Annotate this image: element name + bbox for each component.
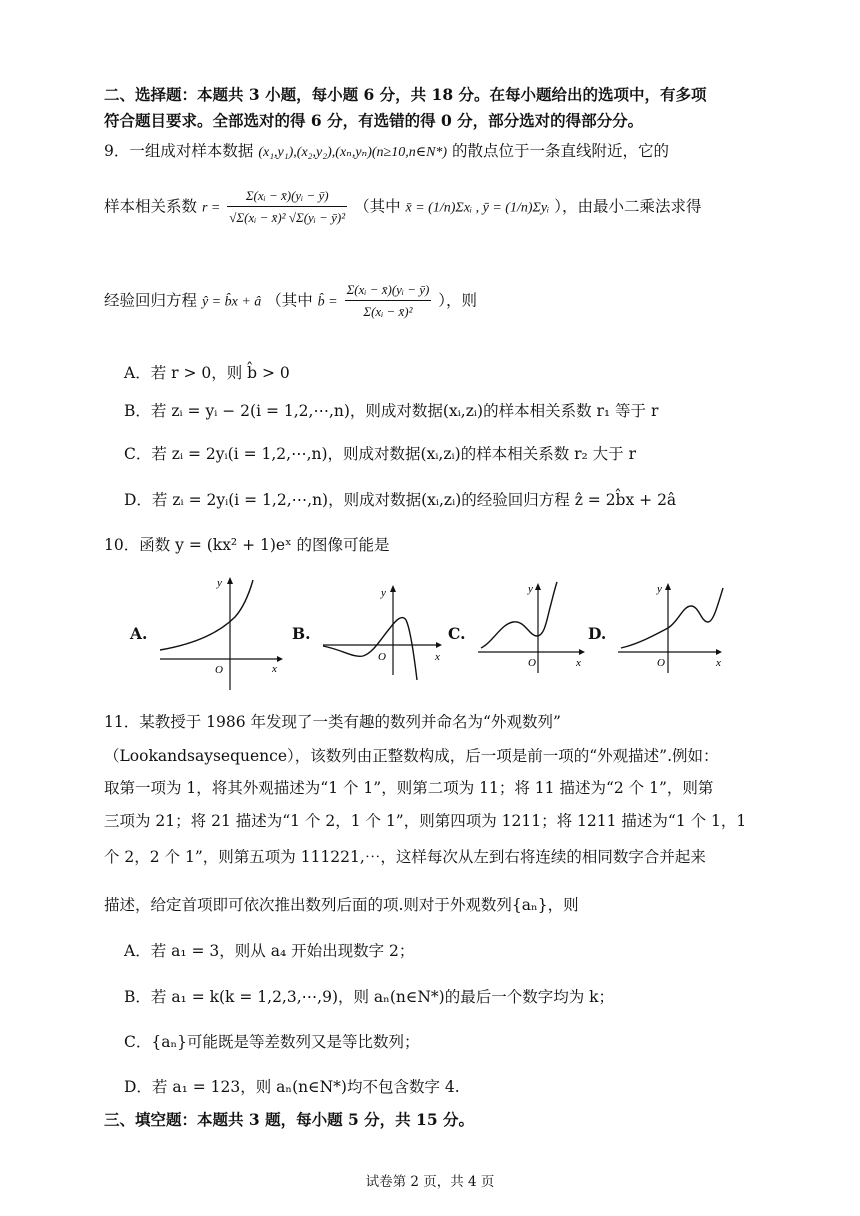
- r-lhs: r =: [201, 200, 221, 216]
- graph-d-label: D.: [588, 624, 607, 643]
- section2-heading-line1: 二、选择题：本题共 3 小题，每小题 6 分，共 18 分。在每小题给出的选项中，有多项: [104, 85, 707, 104]
- graph-a-y-label: y: [217, 577, 222, 589]
- q9-option-d: D．若 zᵢ = 2yᵢ(i = 1,2,⋯,n)，则成对数据(xᵢ,zᵢ)的经验回归方程 ẑ = 2b̂x + 2â: [124, 491, 677, 509]
- b-numerator: Σ(xᵢ − x̄)(yᵢ − ȳ): [345, 280, 432, 301]
- graph-b-y-label: y: [381, 587, 386, 599]
- q9-number-text: 9．一组成对样本数据: [104, 142, 254, 160]
- graph-d-y-label: y: [657, 583, 662, 595]
- graph-b-origin: O: [378, 651, 386, 663]
- graph-c: [473, 578, 593, 678]
- graph-c-origin: O: [528, 657, 536, 669]
- b-lhs: b̂ =: [317, 294, 338, 310]
- section2-heading-line2: 符合题目要求。全部选对的得 6 分，有选错的得 0 分，部分选对的得部分分。: [104, 111, 644, 130]
- graph-d: [613, 578, 733, 678]
- q11-line2: （Lookandsaysequence），该数列由正整数构成，后一项是前一项的“外观描述”.例如：: [104, 747, 719, 765]
- q11-line3: 取第一项为 1，将其外观描述为“1 个 1”，则第二项为 11；将 11 描述为“2 个 1”，则第: [104, 779, 714, 797]
- r-numerator: Σ(xᵢ − x̄)(yᵢ − ȳ): [227, 186, 347, 207]
- graph-c-label: C.: [448, 624, 466, 643]
- graph-a-x-label: x: [272, 663, 277, 675]
- q9-r-formula-line: [104, 186, 701, 229]
- q9-option-c: C．若 zᵢ = 2yᵢ(i = 1,2,⋯,n)，则成对数据(xᵢ,zᵢ)的样本相关系数 r₂ 大于 r: [124, 445, 637, 463]
- b-fraction: [345, 280, 432, 323]
- graph-a-origin: O: [215, 664, 223, 676]
- r-paren-open: （其中: [354, 197, 401, 216]
- eq-paren-open: （其中: [266, 291, 313, 310]
- q9-data-math: (x₁,y₁),(x₂,y₂),(xₙ,yₙ)(n≥10,n∈N*): [258, 145, 448, 160]
- eq-math: ŷ = b̂x + â: [201, 294, 262, 310]
- section3-heading: 三、填空题：本题共 3 题，每小题 5 分，共 15 分。: [104, 1110, 475, 1129]
- graph-c-y-label: y: [528, 583, 533, 595]
- q11-line6: 描述，给定首项即可依次推出数列后面的项.则对于外观数列{aₙ}，则: [104, 896, 579, 914]
- graph-b-label: B.: [292, 624, 311, 643]
- q9-stem-line1: [104, 140, 669, 164]
- graph-b-x-label: x: [435, 651, 440, 663]
- q9-stem-tail: 的散点位于一条直线附近，它的: [452, 142, 670, 160]
- q11-line5: 个 2，2 个 1”，则第五项为 111221,⋯，这样每次从左到右将连续的相同数字合并起来: [104, 848, 706, 866]
- graph-c-x-label: x: [576, 657, 581, 669]
- b-denominator: Σ(xᵢ − x̄)²: [363, 304, 413, 319]
- q11-option-c: C．{aₙ}可能既是等差数列又是等比数列；: [124, 1033, 420, 1051]
- q9-regression-line: [104, 280, 477, 323]
- graph-a-label: A.: [130, 624, 148, 643]
- q11-line4: 三项为 21；将 21 描述为“1 个 2，1 个 1”，则第四项为 1211；将 1211 描述为“1 个 1，1: [104, 812, 747, 830]
- eq-paren-close: ），则: [438, 291, 478, 310]
- q11-option-b: B．若 a₁ = k(k = 1,2,3,⋯,9)，则 aₙ(n∈N*)的最后一个数字均为 k；: [124, 988, 615, 1006]
- graph-d-origin: O: [657, 657, 665, 669]
- q10-stem: 10．函数 y = (kx² + 1)eˣ 的图像可能是: [104, 536, 390, 554]
- graph-d-x-label: x: [716, 657, 721, 669]
- q11-option-d: D．若 a₁ = 123，则 aₙ(n∈N*)均不包含数字 4.: [124, 1078, 460, 1096]
- graph-a: [155, 572, 285, 692]
- mean-formulas: x̄ = (1/n)Σxᵢ , ȳ = (1/n)Σyᵢ: [405, 200, 550, 216]
- q11-option-a: A．若 a₁ = 3，则从 a₄ 开始出现数字 2；: [124, 942, 415, 960]
- r-fraction: [227, 186, 347, 229]
- page-footer: 试卷第 2 页，共 4 页: [365, 1174, 495, 1190]
- graph-b: [318, 580, 448, 690]
- r-label: 样本相关系数: [104, 197, 198, 216]
- r-denominator: √Σ(xᵢ − x̄)² √Σ(yᵢ − ȳ)²: [229, 210, 346, 225]
- r-paren-close: ），由最小二乘法求得: [554, 197, 702, 216]
- eq-label: 经验回归方程: [104, 291, 198, 310]
- q9-option-a: A．若 r > 0，则 b̂ > 0: [124, 364, 290, 382]
- q9-option-b: B．若 zᵢ = yᵢ − 2(i = 1,2,⋯,n)，则成对数据(xᵢ,zᵢ)的样本相关系数 r₁ 等于 r: [124, 402, 659, 420]
- q11-line1: 11．某教授于 1986 年发现了一类有趣的数列并命名为“外观数列”: [104, 713, 561, 731]
